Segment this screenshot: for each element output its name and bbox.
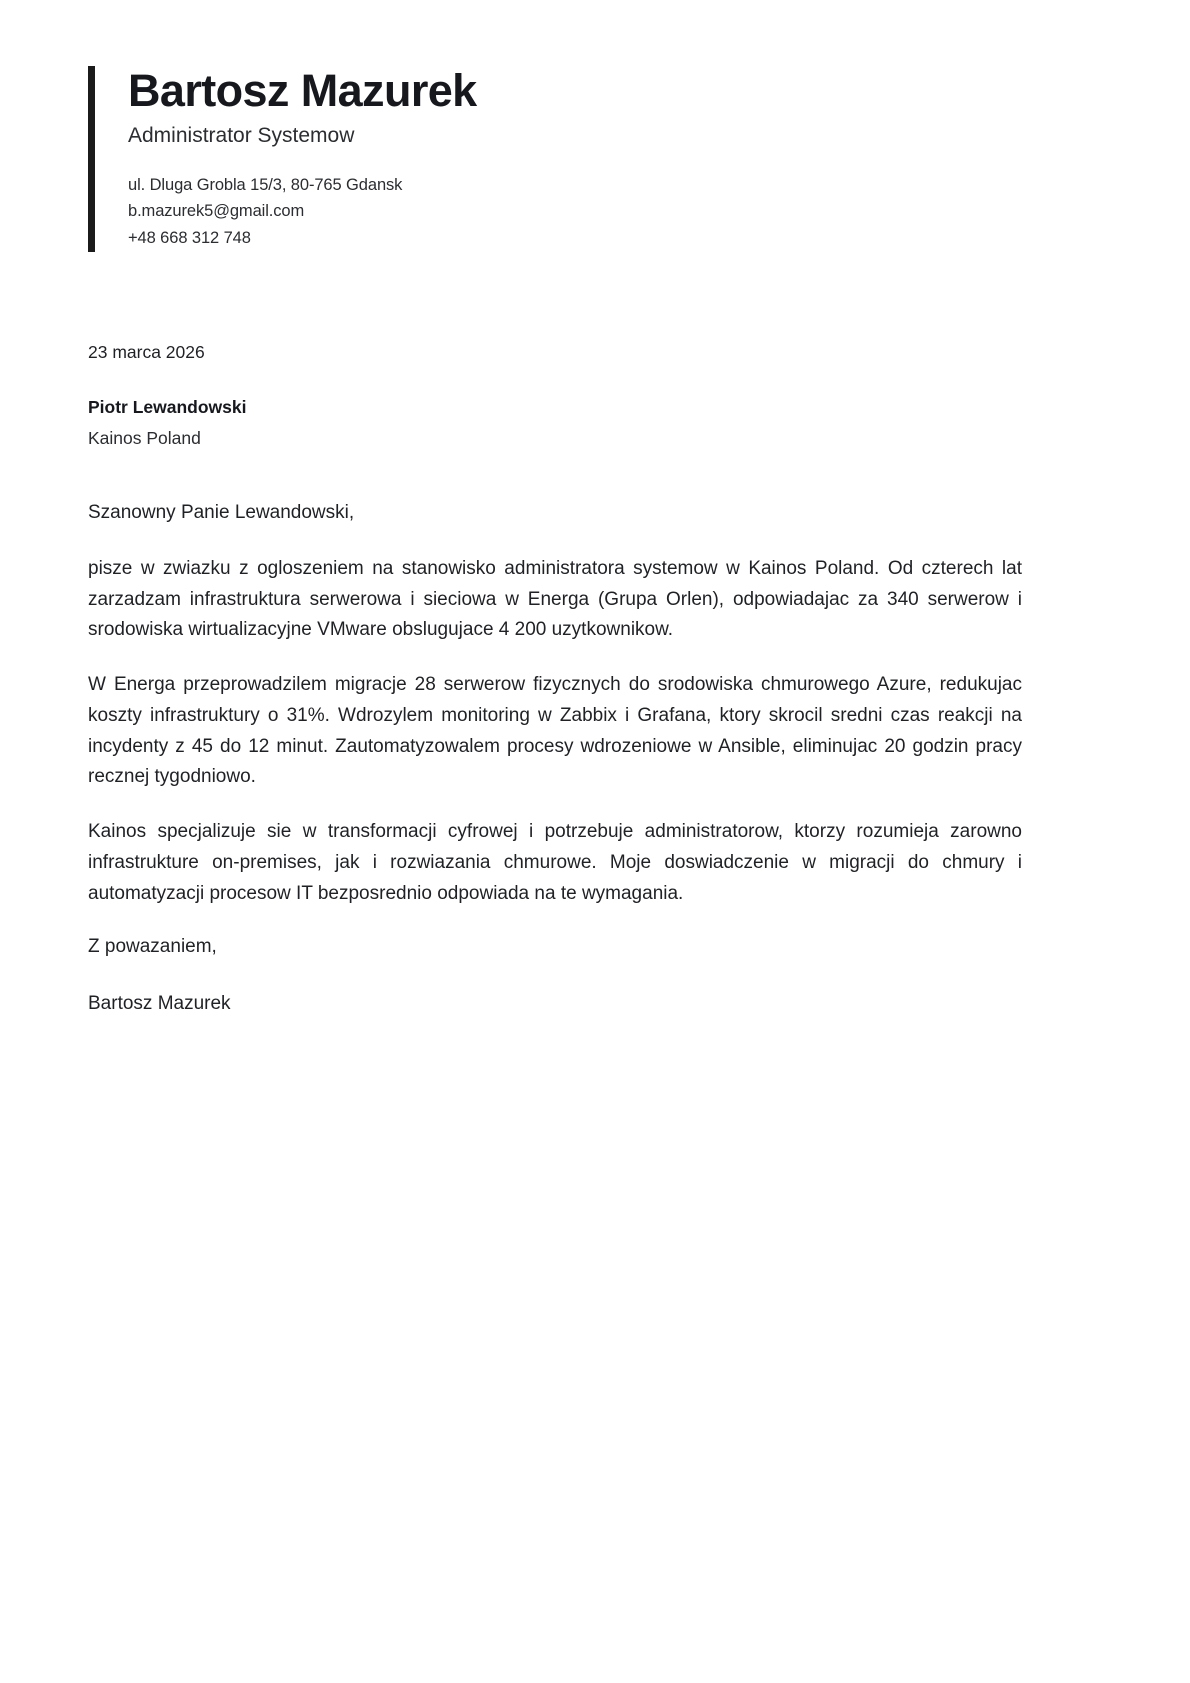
body-paragraph: pisze w zwiazku z ogloszeniem na stanowisko administratora systemow w Kainos Poland. Od czterech lat zarzadzam infrastruktura serwerowa i sieciowa w Energa (Grupa Orlen), odpowiadajac za 340 serwerow i srodowiska wirtualizacyjne VMware obslugujace 4 200 uzytkownikow. (88, 557, 1022, 641)
signature-name: Bartosz Mazurek (88, 992, 231, 1014)
letterhead-header (88, 66, 1028, 252)
salutation: Szanowny Panie Lewandowski, (88, 502, 355, 524)
contact-address: ul. Dluga Grobla 15/3, 80-765 Gdansk (128, 175, 403, 194)
letter-body (88, 340, 1022, 1018)
body-paragraph: W Energa przeprowadzilem migracje 28 serwerow fizycznych do srodowiska chmurowego Azure, redukujac koszty infrastruktury o 31%. Wdrozylem monitoring w Zabbix i Grafana, ktory skrocil sredni czas reakcji na incydenty z 45 do 12 minut. Zautomatyzowalem procesy wdrozeniowe w Ansible, eliminujac 20 godzin pracy recznej tygodniowo. (88, 674, 1022, 788)
recipient-company: Kainos Poland (88, 427, 201, 448)
page-title: Bartosz Mazurek (128, 65, 477, 116)
closing-line: Z powazaniem, (88, 936, 217, 958)
accent-bar (88, 66, 95, 252)
job-title: Administrator Systemow (128, 124, 355, 148)
recipient-name: Piotr Lewandowski (88, 396, 247, 417)
letterhead-text-block (95, 66, 1028, 252)
contact-phone: +48 668 312 748 (128, 229, 251, 248)
body-paragraph: Kainos specjalizuje sie w transformacji cyfrowej i potrzebuje administratorow, ktorzy rozumieja zarowno infrastrukture on-premises, jak i rozwiazania chmurowe. Moje doswiadczenie w migracji do chmury i automatyzacji procesow IT bezposrednio odpowiada na te wymagania. (88, 821, 1022, 904)
letter-date: 23 marca 2026 (88, 342, 205, 362)
contact-email: b.mazurek5@gmail.com (128, 202, 305, 221)
